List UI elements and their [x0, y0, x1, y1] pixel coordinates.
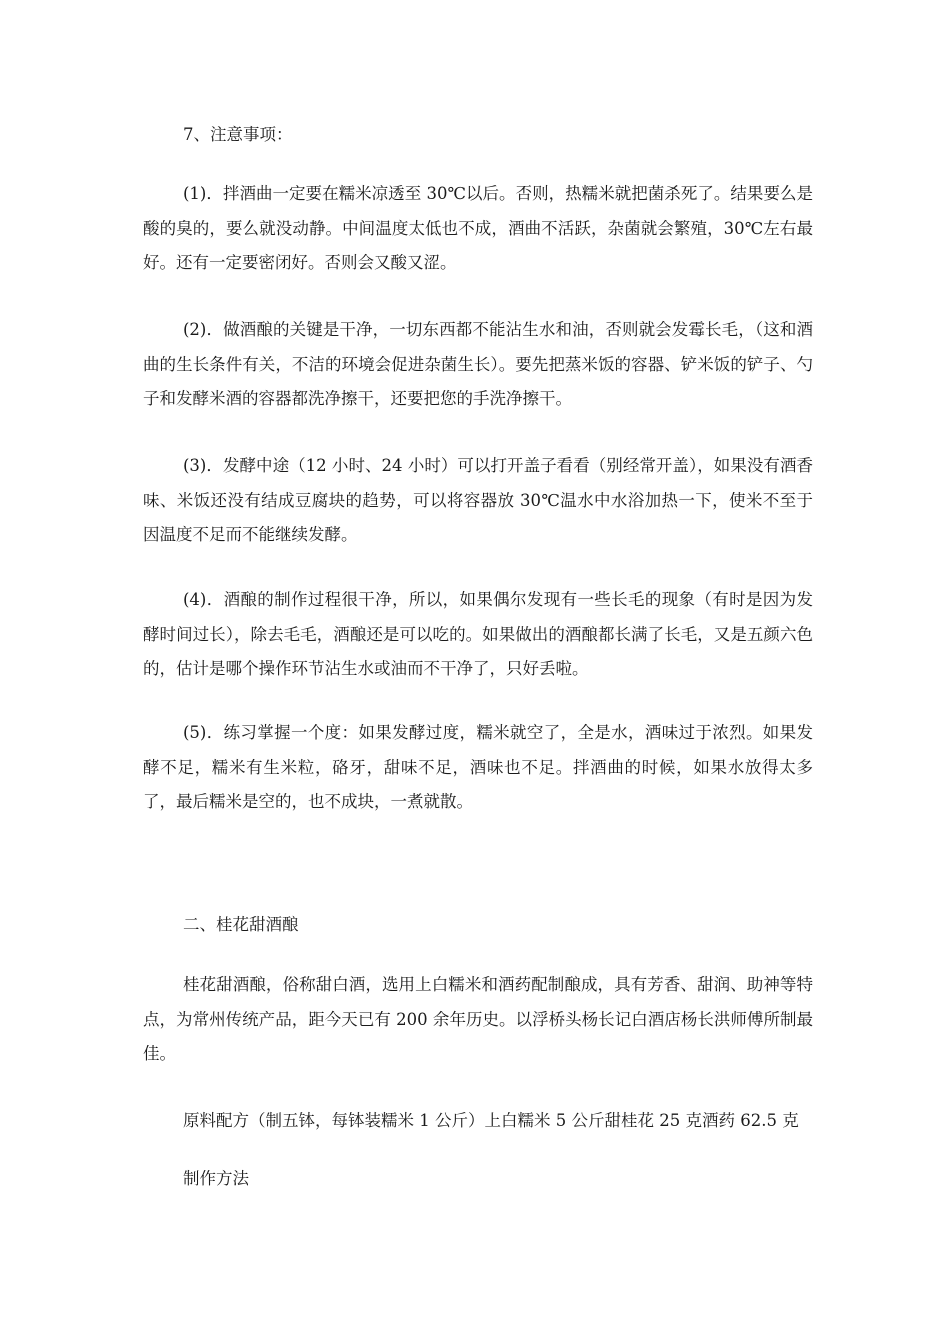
notes-heading: 7、注意事项： — [183, 125, 293, 144]
note-item-1: (1)．拌酒曲一定要在糯米凉透至 30℃以后。否则，热糯米就把菌杀死了。结果要么是酸的臭的，要么就没动静。中间温度太低也不成，酒曲不活跃，杂菌就会繁殖，30℃左右最好。还有一定要密闭好。否则会又酸又涩。 — [143, 184, 813, 272]
note-item-4: (4)．酒酿的制作过程很干净，所以，如果偶尔发现有一些长毛的现象（有时是因为发酵时间过长），除去毛毛，酒酿还是可以吃的。如果做出的酒酿都长满了长毛，又是五颜六色的，估计是哪个操作环节沾生水或油而不干净了，只好丢啦。 — [143, 590, 813, 678]
recipe-line: 原料配方（制五钵，每钵装糯米 1 公斤）上白糯米 5 公斤甜桂花 25 克酒药 62.5 克 — [183, 1111, 799, 1130]
method-heading: 制作方法 — [183, 1169, 249, 1188]
section-heading-osmanthus — [143, 908, 813, 943]
osmanthus-heading: 二、桂花甜酒酿 — [183, 915, 299, 934]
osmanthus-intro: 桂花甜酒酿，俗称甜白酒，选用上白糯米和酒药配制酿成，具有芳香、甜润、助神等特点，为常州传统产品，距今天已有 200 余年历史。以浮桥头杨长记白酒店杨长洪师傅所制最佳。 — [143, 975, 813, 1063]
section-heading-notes — [143, 118, 813, 153]
note-item-5: (5)．练习掌握一个度：如果发酵过度，糯米就空了，全是水，酒味过于浓烈。如果发酵不足，糯米有生米粒，硌牙，甜味不足，酒味也不足。拌酒曲的时候，如果水放得太多了，最后糯米是空的，也不成块，一煮就散。 — [143, 723, 813, 811]
note-item-3: (3)．发酵中途（12 小时、24 小时）可以打开盖子看看（别经常开盖），如果没有酒香味、米饭还没有结成豆腐块的趋势，可以将容器放 30℃温水中水浴加热一下，使米不至于因温度不足而不能继续发酵。 — [143, 456, 813, 544]
note-item-2: (2)．做酒酿的关键是干净，一切东西都不能沾生水和油，否则就会发霉长毛，（这和酒曲的生长条件有关，不洁的环境会促进杂菌生长）。要先把蒸米饭的容器、铲米饭的铲子、勺子和发酵米酒的容器都洗净擦干，还要把您的手洗净擦干。 — [143, 320, 813, 408]
